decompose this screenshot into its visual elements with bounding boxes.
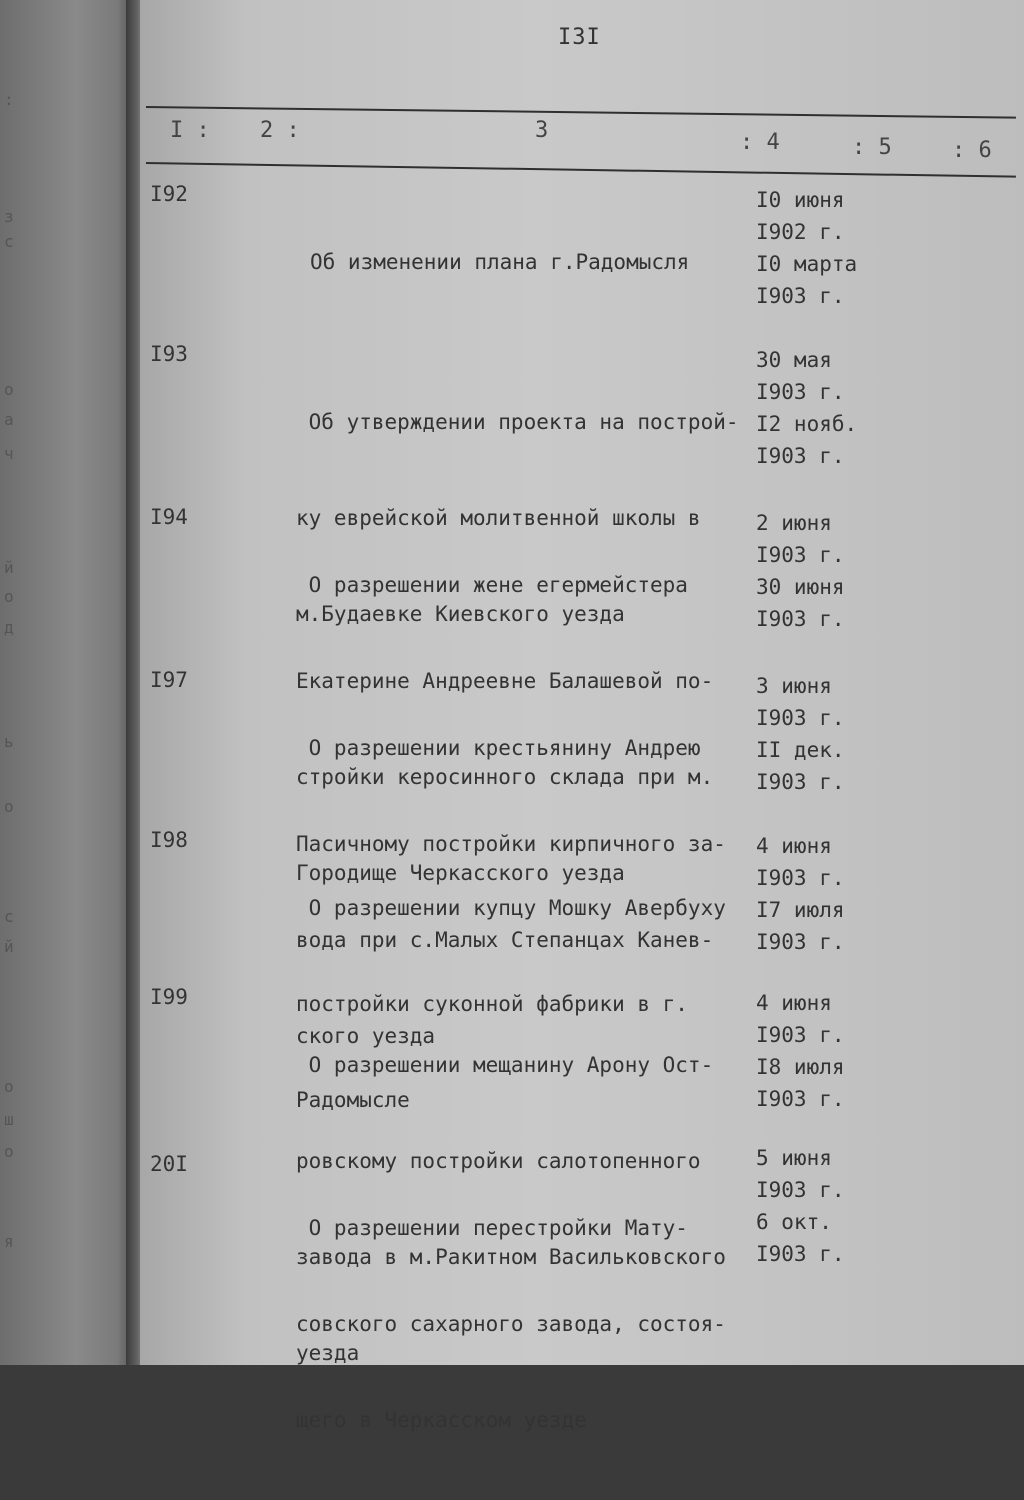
entry-title-line: О разрешении перестройки Мату- — [296, 1216, 688, 1240]
entry-date-line: I0 июня — [756, 188, 845, 212]
entry-dates — [756, 507, 866, 635]
entry-date-line: I902 г. — [756, 220, 845, 244]
facing-mark: ш — [4, 1110, 14, 1129]
entry-dates — [756, 184, 866, 312]
entry-title-line: О разрешении крестьянину Андрею — [296, 736, 701, 760]
entry-date-line: 3 июня — [756, 674, 832, 698]
entry-title-line: Пасичному постройки кирпичного за- — [296, 832, 726, 856]
entry-date-line: 6 окт. — [756, 1210, 832, 1234]
facing-mark: о — [4, 587, 14, 606]
entry-date-line: I903 г. — [756, 866, 845, 890]
entry-date-line: I0 марта — [756, 252, 858, 276]
entry-title-line: совского сахарного завода, состоя- — [296, 1312, 726, 1336]
entry-title-line: щего в Черкасском уезде — [296, 1408, 587, 1432]
entry-number: I97 — [150, 668, 188, 692]
entry-title-line: постройки суконной фабрики в г. — [296, 992, 688, 1016]
page-number: I3I — [558, 25, 601, 50]
entry-date-line: II дек. — [756, 738, 845, 762]
entry-title-line: Екатерине Андреевне Балашевой по- — [296, 669, 714, 693]
entry-date-line: I903 г. — [756, 930, 845, 954]
facing-mark: д — [4, 618, 14, 637]
entry-number: I93 — [150, 342, 188, 366]
entry-title — [310, 182, 780, 342]
column-header-3: 3 — [535, 118, 549, 143]
entry-number: I98 — [150, 828, 188, 852]
entry-date-line: I903 г. — [756, 380, 845, 404]
entry-title — [296, 1148, 766, 1500]
facing-mark: о — [4, 1142, 14, 1161]
facing-mark: : — [4, 90, 14, 109]
entry-date-line: I903 г. — [756, 706, 845, 730]
facing-mark: з — [4, 207, 14, 226]
entry-title-line: ку еврейской молитвенной школы в — [296, 506, 701, 530]
facing-mark: й — [4, 558, 14, 577]
entry-date-line: I2 нояб. — [756, 412, 858, 436]
entry-date-line: 30 мая — [756, 348, 832, 372]
entry-title-line: м.Будаевке Киевского уезда — [296, 602, 625, 626]
facing-mark: ь — [4, 732, 14, 751]
facing-mark: о — [4, 797, 14, 816]
entry-title-line: ровскому постройки салотопенного — [296, 1149, 701, 1173]
entry-dates — [756, 670, 866, 798]
entry-date-line: I903 г. — [756, 444, 845, 468]
entry-date-line: I903 г. — [756, 1087, 845, 1111]
entry-title-line: Об утверждении проекта на построй- — [296, 410, 739, 434]
entry-title-line: стройки керосинного склада при м. — [296, 765, 714, 789]
entry-number: 20I — [150, 1152, 188, 1176]
entry-dates — [756, 987, 866, 1115]
facing-mark: я — [4, 1232, 14, 1251]
entry-dates — [756, 344, 866, 472]
column-header-6: : 6 — [952, 138, 992, 163]
entry-title-line: вода при с.Малых Степанцах Канев- — [296, 928, 714, 952]
entry-date-line: I8 июля — [756, 1055, 845, 1079]
facing-mark: с — [4, 232, 14, 251]
facing-mark: о — [4, 380, 14, 399]
document-page — [140, 0, 1024, 1432]
entry-date-line: 4 июня — [756, 834, 832, 858]
entry-number: I92 — [150, 182, 188, 206]
facing-mark: ч — [4, 444, 14, 463]
entry-date-line: I903 г. — [756, 1178, 845, 1202]
column-header-1: I : — [170, 118, 210, 143]
entry-title-line: ского уезда — [296, 1024, 436, 1048]
facing-mark: а — [4, 410, 14, 429]
column-header-4: : 4 — [740, 130, 780, 155]
entry-number: I94 — [150, 505, 188, 529]
entry-title-line: завода в м.Ракитном Васильковского — [296, 1245, 726, 1269]
facing-page-text-fragments — [0, 0, 30, 1365]
facing-mark: с — [4, 907, 14, 926]
entry-title-line: О разрешении жене егермейстера — [296, 573, 688, 597]
entry-date-line: I903 г. — [756, 1242, 845, 1266]
header-rule-top — [146, 106, 1016, 119]
entry-date-line: I7 июля — [756, 898, 845, 922]
entry-date-line: I903 г. — [756, 607, 845, 631]
entry-date-line: I903 г. — [756, 543, 845, 567]
entry-dates — [756, 830, 866, 958]
column-header-2: 2 : — [260, 118, 300, 143]
entry-title-line: уезда — [296, 1341, 360, 1365]
entry-title-line: О разрешении мещанину Арону Ост- — [296, 1053, 714, 1077]
entry-date-line: 30 июня — [756, 575, 845, 599]
entry-date-line: I903 г. — [756, 770, 845, 794]
entry-title-line: О разрешении купцу Мошку Авербуху — [296, 896, 726, 920]
entry-date-line: I903 г. — [756, 1023, 845, 1047]
entry-title-line: Радомысле — [296, 1088, 410, 1112]
entry-date-line: 4 июня — [756, 991, 832, 1015]
facing-mark: о — [4, 1077, 14, 1096]
column-header-5: : 5 — [852, 135, 892, 160]
entry-date-line: I903 г. — [756, 284, 845, 308]
entry-dates — [756, 1142, 866, 1270]
entry-title-line: Об изменении плана г.Радомысля — [310, 250, 690, 274]
entry-date-line: 5 июня — [756, 1146, 832, 1170]
facing-mark: й — [4, 937, 14, 956]
entry-title-line: Городище Черкасского уезда — [296, 861, 625, 885]
facing-page-edge — [0, 0, 138, 1365]
entry-date-line: 2 июня — [756, 511, 832, 535]
entry-number: I99 — [150, 985, 188, 1009]
